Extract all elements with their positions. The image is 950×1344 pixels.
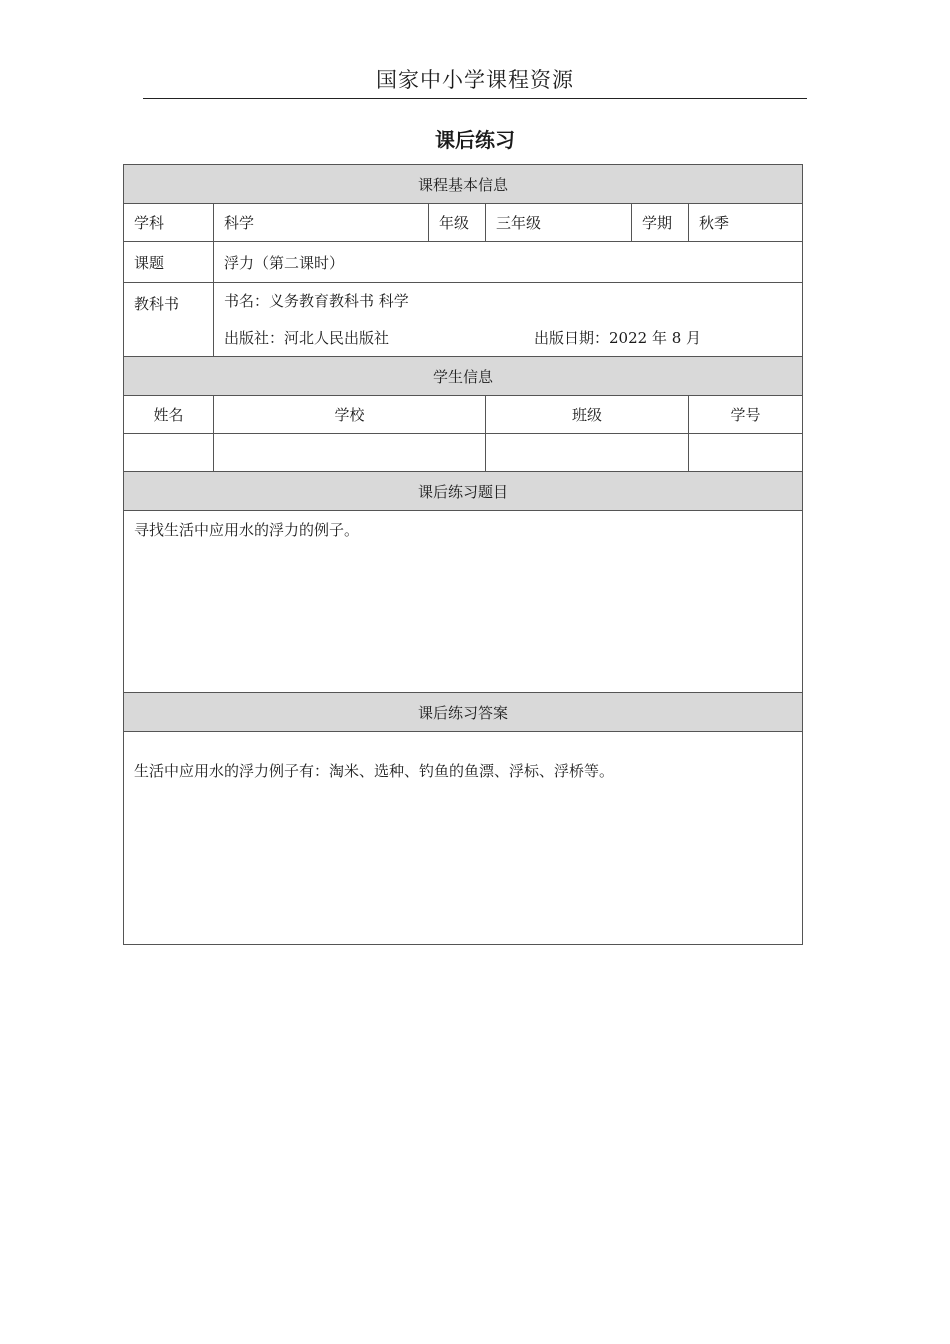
student-info-section-header: 学生信息 xyxy=(124,357,803,396)
student-name-header: 姓名 xyxy=(124,396,214,434)
subject-label: 学科 xyxy=(124,204,214,242)
student-id-field[interactable] xyxy=(689,434,803,472)
answer-text: 生活中应用水的浮力例子有：淘米、选种、钓鱼的鱼漂、浮标、浮桥等。 xyxy=(124,732,803,945)
grade-value: 三年级 xyxy=(486,204,632,242)
student-school-header: 学校 xyxy=(214,396,486,434)
course-info-section-header: 课程基本信息 xyxy=(124,165,803,204)
grade-label: 年级 xyxy=(429,204,486,242)
textbook-details xyxy=(214,283,803,357)
exercise-sheet-table xyxy=(123,164,803,945)
exercise-section-header: 课后练习题目 xyxy=(124,472,803,511)
student-id-header: 学号 xyxy=(689,396,803,434)
textbook-publisher: 出版社：河北人民出版社 xyxy=(224,329,390,347)
term-value: 秋季 xyxy=(689,204,803,242)
topic-value: 浮力（第二课时） xyxy=(214,242,803,283)
student-class-header: 班级 xyxy=(486,396,689,434)
term-label: 学期 xyxy=(632,204,689,242)
textbook-name: 书名：义务教育教科书 科学 xyxy=(224,292,409,310)
subject-value: 科学 xyxy=(214,204,429,242)
document-title: 课后练习 xyxy=(435,128,515,152)
student-class-field[interactable] xyxy=(486,434,689,472)
exercise-question: 寻找生活中应用水的浮力的例子。 xyxy=(124,511,803,693)
student-school-field[interactable] xyxy=(214,434,486,472)
student-name-field[interactable] xyxy=(124,434,214,472)
textbook-publish-date: 出版日期：2022 年 8 月 xyxy=(534,329,702,347)
topic-label: 课题 xyxy=(124,242,214,283)
answer-section-header: 课后练习答案 xyxy=(124,693,803,732)
textbook-label: 教科书 xyxy=(124,283,214,357)
document-header: 国家中小学课程资源 xyxy=(143,62,807,99)
